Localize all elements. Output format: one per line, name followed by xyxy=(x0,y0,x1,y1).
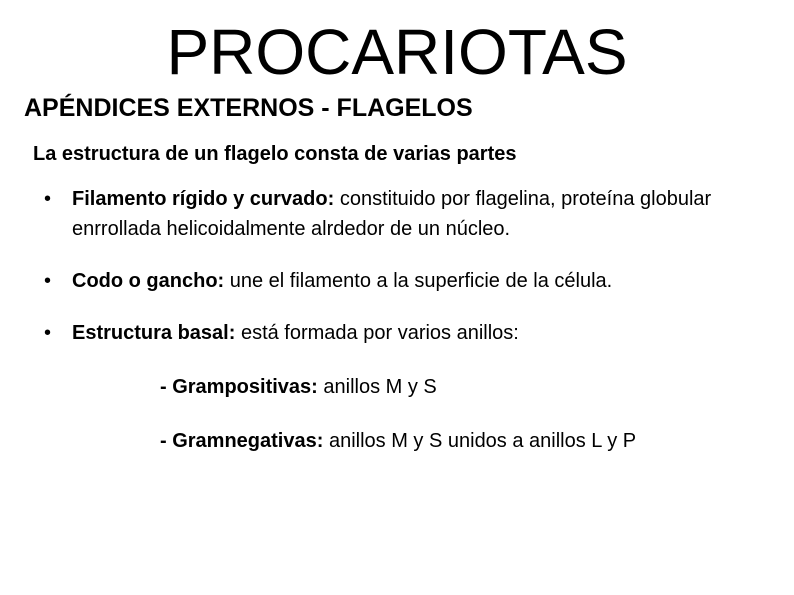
sub-item-term: - Grampositivas: xyxy=(160,376,318,398)
sub-item-term: - Gramnegativas: xyxy=(160,430,324,452)
sub-item-grampositivas xyxy=(160,372,437,402)
bullet-term: Filamento rígido y curvado: xyxy=(72,188,335,210)
sub-item-text: anillos M y S xyxy=(317,376,437,398)
slide-subtitle: APÉNDICES EXTERNOS - FLAGELOS xyxy=(24,94,473,122)
bullet-term: Estructura basal: xyxy=(72,322,236,344)
bullet-estructura-basal xyxy=(40,318,760,348)
bullet-text: constituido por flagelina, proteína globular enrrollada helicoidalmente alrdedor de un núcleo. xyxy=(72,188,712,240)
slide-title: PROCARIOTAS xyxy=(166,16,628,88)
bullet-text: une el filamento a la superficie de la célula. xyxy=(224,270,613,292)
sub-item-gramnegativas xyxy=(160,426,636,456)
bullet-text: está formada por varios anillos: xyxy=(235,322,519,344)
intro-text: La estructura de un flagelo consta de varias partes xyxy=(33,143,517,165)
bullet-codo xyxy=(40,266,760,296)
bullet-list xyxy=(40,184,760,348)
sub-item-text: anillos M y S unidos a anillos L y P xyxy=(323,430,637,452)
bullet-term: Codo o gancho: xyxy=(72,270,225,292)
bullet-filamento xyxy=(40,184,760,244)
